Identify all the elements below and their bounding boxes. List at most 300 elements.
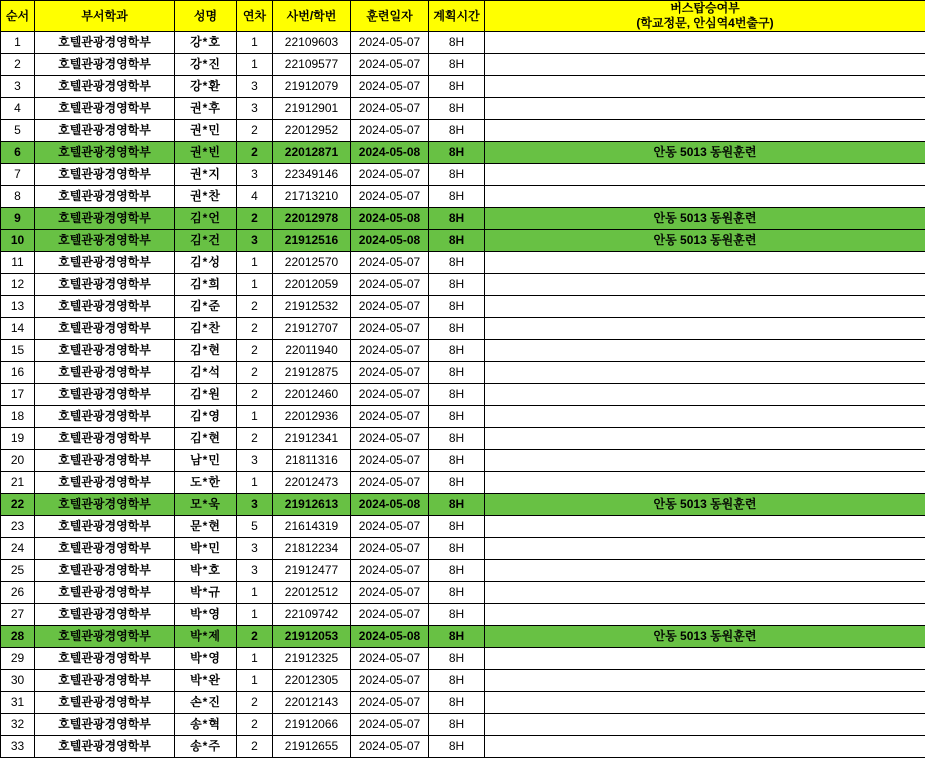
cell-no: 2 xyxy=(1,54,35,76)
cell-name: 권*찬 xyxy=(175,186,237,208)
cell-dept: 호텔관광경영학부 xyxy=(35,604,175,626)
cell-hours: 8H xyxy=(429,230,485,252)
cell-dept: 호텔관광경영학부 xyxy=(35,362,175,384)
cell-year: 2 xyxy=(237,340,273,362)
column-header-bus-line2: (학교정문, 안심역4번출구) xyxy=(485,16,925,31)
cell-bus xyxy=(485,516,925,538)
column-header-no: 순서 xyxy=(1,1,35,32)
table-row xyxy=(1,54,925,76)
cell-date: 2024-05-07 xyxy=(351,164,429,186)
cell-bus: 안동 5013 동원훈련 xyxy=(485,208,925,230)
cell-bus xyxy=(485,32,925,54)
cell-name: 남*민 xyxy=(175,450,237,472)
cell-hours: 8H xyxy=(429,560,485,582)
table-row xyxy=(1,472,925,494)
cell-name: 권*빈 xyxy=(175,142,237,164)
cell-date: 2024-05-07 xyxy=(351,340,429,362)
table-row xyxy=(1,516,925,538)
table-row xyxy=(1,98,925,120)
cell-year: 2 xyxy=(237,736,273,758)
cell-name: 박*민 xyxy=(175,538,237,560)
table-row xyxy=(1,538,925,560)
cell-name: 문*현 xyxy=(175,516,237,538)
cell-no: 25 xyxy=(1,560,35,582)
cell-hours: 8H xyxy=(429,296,485,318)
cell-year: 1 xyxy=(237,472,273,494)
cell-name: 강*호 xyxy=(175,32,237,54)
cell-id: 21912875 xyxy=(273,362,351,384)
cell-bus xyxy=(485,428,925,450)
cell-date: 2024-05-07 xyxy=(351,120,429,142)
cell-date: 2024-05-07 xyxy=(351,252,429,274)
cell-hours: 8H xyxy=(429,120,485,142)
cell-hours: 8H xyxy=(429,736,485,758)
cell-bus xyxy=(485,340,925,362)
cell-id: 21713210 xyxy=(273,186,351,208)
cell-hours: 8H xyxy=(429,428,485,450)
cell-name: 박*완 xyxy=(175,670,237,692)
cell-bus xyxy=(485,648,925,670)
table-row xyxy=(1,142,925,164)
cell-name: 박*영 xyxy=(175,648,237,670)
cell-year: 2 xyxy=(237,384,273,406)
column-header-hours: 계획시간 xyxy=(429,1,485,32)
cell-bus xyxy=(485,406,925,428)
cell-id: 21912901 xyxy=(273,98,351,120)
cell-bus xyxy=(485,362,925,384)
cell-date: 2024-05-07 xyxy=(351,648,429,670)
cell-bus xyxy=(485,670,925,692)
cell-hours: 8H xyxy=(429,626,485,648)
cell-date: 2024-05-07 xyxy=(351,604,429,626)
cell-year: 2 xyxy=(237,626,273,648)
table-row xyxy=(1,406,925,428)
cell-dept: 호텔관광경영학부 xyxy=(35,208,175,230)
cell-year: 2 xyxy=(237,428,273,450)
cell-bus xyxy=(485,736,925,758)
cell-year: 3 xyxy=(237,450,273,472)
cell-no: 1 xyxy=(1,32,35,54)
cell-no: 7 xyxy=(1,164,35,186)
cell-dept: 호텔관광경영학부 xyxy=(35,692,175,714)
cell-date: 2024-05-07 xyxy=(351,560,429,582)
cell-date: 2024-05-07 xyxy=(351,98,429,120)
cell-id: 21812234 xyxy=(273,538,351,560)
cell-name: 권*민 xyxy=(175,120,237,142)
cell-year: 1 xyxy=(237,670,273,692)
cell-dept: 호텔관광경영학부 xyxy=(35,98,175,120)
cell-bus xyxy=(485,472,925,494)
cell-name: 권*지 xyxy=(175,164,237,186)
cell-hours: 8H xyxy=(429,494,485,516)
cell-name: 김*건 xyxy=(175,230,237,252)
cell-bus: 안동 5013 동원훈련 xyxy=(485,230,925,252)
cell-no: 11 xyxy=(1,252,35,274)
cell-bus: 안동 5013 동원훈련 xyxy=(485,142,925,164)
cell-hours: 8H xyxy=(429,648,485,670)
cell-no: 27 xyxy=(1,604,35,626)
cell-name: 권*후 xyxy=(175,98,237,120)
cell-id: 22012305 xyxy=(273,670,351,692)
cell-name: 박*규 xyxy=(175,582,237,604)
cell-date: 2024-05-08 xyxy=(351,142,429,164)
table-row xyxy=(1,296,925,318)
cell-name: 손*진 xyxy=(175,692,237,714)
cell-bus xyxy=(485,120,925,142)
column-header-id: 사번/학번 xyxy=(273,1,351,32)
cell-year: 1 xyxy=(237,32,273,54)
cell-id: 22011940 xyxy=(273,340,351,362)
cell-hours: 8H xyxy=(429,186,485,208)
cell-no: 22 xyxy=(1,494,35,516)
cell-dept: 호텔관광경영학부 xyxy=(35,296,175,318)
table-row xyxy=(1,450,925,472)
cell-bus: 안동 5013 동원훈련 xyxy=(485,626,925,648)
cell-no: 20 xyxy=(1,450,35,472)
cell-year: 1 xyxy=(237,406,273,428)
column-header-bus xyxy=(485,1,925,32)
cell-hours: 8H xyxy=(429,714,485,736)
cell-id: 22109577 xyxy=(273,54,351,76)
cell-year: 3 xyxy=(237,98,273,120)
cell-dept: 호텔관광경영학부 xyxy=(35,230,175,252)
cell-no: 17 xyxy=(1,384,35,406)
cell-no: 24 xyxy=(1,538,35,560)
cell-id: 21912066 xyxy=(273,714,351,736)
table-row xyxy=(1,494,925,516)
table-row xyxy=(1,252,925,274)
cell-name: 강*환 xyxy=(175,76,237,98)
cell-hours: 8H xyxy=(429,604,485,626)
cell-no: 32 xyxy=(1,714,35,736)
cell-name: 김*원 xyxy=(175,384,237,406)
cell-id: 21912707 xyxy=(273,318,351,340)
cell-hours: 8H xyxy=(429,274,485,296)
cell-hours: 8H xyxy=(429,516,485,538)
cell-year: 1 xyxy=(237,582,273,604)
cell-id: 21912655 xyxy=(273,736,351,758)
cell-hours: 8H xyxy=(429,252,485,274)
cell-id: 22012936 xyxy=(273,406,351,428)
cell-name: 김*성 xyxy=(175,252,237,274)
cell-dept: 호텔관광경영학부 xyxy=(35,384,175,406)
cell-no: 16 xyxy=(1,362,35,384)
cell-year: 1 xyxy=(237,54,273,76)
cell-id: 21912532 xyxy=(273,296,351,318)
cell-dept: 호텔관광경영학부 xyxy=(35,32,175,54)
column-header-date: 훈련일자 xyxy=(351,1,429,32)
cell-hours: 8H xyxy=(429,692,485,714)
cell-date: 2024-05-07 xyxy=(351,362,429,384)
cell-date: 2024-05-07 xyxy=(351,54,429,76)
cell-bus xyxy=(485,252,925,274)
cell-date: 2024-05-07 xyxy=(351,186,429,208)
cell-no: 6 xyxy=(1,142,35,164)
cell-bus xyxy=(485,76,925,98)
cell-id: 21912341 xyxy=(273,428,351,450)
cell-dept: 호텔관광경영학부 xyxy=(35,648,175,670)
cell-date: 2024-05-08 xyxy=(351,208,429,230)
cell-hours: 8H xyxy=(429,76,485,98)
cell-bus xyxy=(485,450,925,472)
cell-dept: 호텔관광경영학부 xyxy=(35,714,175,736)
cell-dept: 호텔관광경영학부 xyxy=(35,450,175,472)
cell-date: 2024-05-08 xyxy=(351,626,429,648)
cell-date: 2024-05-07 xyxy=(351,538,429,560)
cell-hours: 8H xyxy=(429,472,485,494)
cell-id: 22012143 xyxy=(273,692,351,714)
table-row xyxy=(1,582,925,604)
cell-hours: 8H xyxy=(429,54,485,76)
cell-hours: 8H xyxy=(429,32,485,54)
cell-bus xyxy=(485,714,925,736)
cell-id: 22012460 xyxy=(273,384,351,406)
table-body xyxy=(1,32,925,758)
cell-name: 박*호 xyxy=(175,560,237,582)
cell-name: 도*한 xyxy=(175,472,237,494)
cell-name: 김*찬 xyxy=(175,318,237,340)
cell-name: 강*진 xyxy=(175,54,237,76)
cell-date: 2024-05-07 xyxy=(351,472,429,494)
cell-hours: 8H xyxy=(429,582,485,604)
cell-dept: 호텔관광경영학부 xyxy=(35,626,175,648)
cell-year: 3 xyxy=(237,538,273,560)
cell-dept: 호텔관광경영학부 xyxy=(35,736,175,758)
cell-bus xyxy=(485,692,925,714)
cell-id: 21912079 xyxy=(273,76,351,98)
cell-bus xyxy=(485,318,925,340)
cell-id: 22012512 xyxy=(273,582,351,604)
cell-no: 21 xyxy=(1,472,35,494)
cell-no: 18 xyxy=(1,406,35,428)
cell-no: 30 xyxy=(1,670,35,692)
cell-year: 2 xyxy=(237,362,273,384)
cell-year: 3 xyxy=(237,494,273,516)
cell-dept: 호텔관광경영학부 xyxy=(35,274,175,296)
cell-dept: 호텔관광경영학부 xyxy=(35,318,175,340)
cell-id: 21614319 xyxy=(273,516,351,538)
table-row xyxy=(1,340,925,362)
cell-id: 21912477 xyxy=(273,560,351,582)
cell-year: 2 xyxy=(237,142,273,164)
cell-year: 3 xyxy=(237,560,273,582)
cell-year: 5 xyxy=(237,516,273,538)
cell-dept: 호텔관광경영학부 xyxy=(35,560,175,582)
cell-hours: 8H xyxy=(429,340,485,362)
table-row xyxy=(1,208,925,230)
cell-no: 14 xyxy=(1,318,35,340)
table-row xyxy=(1,604,925,626)
cell-name: 김*석 xyxy=(175,362,237,384)
cell-year: 2 xyxy=(237,120,273,142)
cell-dept: 호텔관광경영학부 xyxy=(35,120,175,142)
cell-no: 12 xyxy=(1,274,35,296)
table-row xyxy=(1,362,925,384)
cell-year: 1 xyxy=(237,274,273,296)
cell-date: 2024-05-07 xyxy=(351,274,429,296)
cell-name: 김*언 xyxy=(175,208,237,230)
cell-id: 21912613 xyxy=(273,494,351,516)
cell-id: 21912053 xyxy=(273,626,351,648)
cell-bus xyxy=(485,296,925,318)
cell-bus xyxy=(485,560,925,582)
cell-name: 박*제 xyxy=(175,626,237,648)
cell-bus xyxy=(485,186,925,208)
cell-date: 2024-05-07 xyxy=(351,670,429,692)
cell-id: 21912325 xyxy=(273,648,351,670)
cell-no: 15 xyxy=(1,340,35,362)
cell-hours: 8H xyxy=(429,538,485,560)
column-header-bus-line1: 버스탑승여부 xyxy=(485,1,925,16)
cell-year: 1 xyxy=(237,252,273,274)
cell-no: 13 xyxy=(1,296,35,318)
cell-bus xyxy=(485,604,925,626)
cell-year: 2 xyxy=(237,692,273,714)
cell-id: 22012473 xyxy=(273,472,351,494)
cell-date: 2024-05-07 xyxy=(351,428,429,450)
table-row xyxy=(1,714,925,736)
table-row xyxy=(1,230,925,252)
cell-date: 2024-05-07 xyxy=(351,582,429,604)
cell-bus xyxy=(485,274,925,296)
cell-hours: 8H xyxy=(429,450,485,472)
table-row xyxy=(1,274,925,296)
cell-dept: 호텔관광경영학부 xyxy=(35,428,175,450)
cell-dept: 호텔관광경영학부 xyxy=(35,54,175,76)
cell-hours: 8H xyxy=(429,98,485,120)
cell-date: 2024-05-07 xyxy=(351,450,429,472)
cell-year: 2 xyxy=(237,296,273,318)
cell-year: 4 xyxy=(237,186,273,208)
cell-id: 21912516 xyxy=(273,230,351,252)
cell-hours: 8H xyxy=(429,670,485,692)
table-row xyxy=(1,428,925,450)
cell-dept: 호텔관광경영학부 xyxy=(35,406,175,428)
cell-date: 2024-05-07 xyxy=(351,736,429,758)
cell-no: 33 xyxy=(1,736,35,758)
cell-date: 2024-05-07 xyxy=(351,714,429,736)
cell-name: 김*현 xyxy=(175,428,237,450)
cell-dept: 호텔관광경영학부 xyxy=(35,538,175,560)
table-row xyxy=(1,76,925,98)
cell-bus xyxy=(485,384,925,406)
cell-name: 김*준 xyxy=(175,296,237,318)
cell-id: 22109603 xyxy=(273,32,351,54)
cell-year: 2 xyxy=(237,208,273,230)
table-row xyxy=(1,32,925,54)
cell-name: 김*현 xyxy=(175,340,237,362)
cell-no: 8 xyxy=(1,186,35,208)
cell-date: 2024-05-07 xyxy=(351,516,429,538)
cell-no: 10 xyxy=(1,230,35,252)
table-row xyxy=(1,318,925,340)
table-row xyxy=(1,384,925,406)
table-row xyxy=(1,560,925,582)
cell-no: 9 xyxy=(1,208,35,230)
cell-hours: 8H xyxy=(429,318,485,340)
cell-no: 26 xyxy=(1,582,35,604)
cell-hours: 8H xyxy=(429,142,485,164)
cell-date: 2024-05-07 xyxy=(351,296,429,318)
cell-no: 19 xyxy=(1,428,35,450)
cell-year: 3 xyxy=(237,230,273,252)
cell-no: 4 xyxy=(1,98,35,120)
cell-bus xyxy=(485,538,925,560)
column-header-year: 연차 xyxy=(237,1,273,32)
cell-dept: 호텔관광경영학부 xyxy=(35,186,175,208)
cell-bus: 안동 5013 동원훈련 xyxy=(485,494,925,516)
table-row xyxy=(1,670,925,692)
cell-id: 22349146 xyxy=(273,164,351,186)
table-row xyxy=(1,736,925,758)
cell-date: 2024-05-08 xyxy=(351,230,429,252)
cell-dept: 호텔관광경영학부 xyxy=(35,516,175,538)
cell-id: 22012978 xyxy=(273,208,351,230)
cell-date: 2024-05-07 xyxy=(351,406,429,428)
cell-no: 28 xyxy=(1,626,35,648)
cell-hours: 8H xyxy=(429,164,485,186)
cell-id: 22012871 xyxy=(273,142,351,164)
cell-name: 모*욱 xyxy=(175,494,237,516)
cell-id: 21811316 xyxy=(273,450,351,472)
cell-no: 3 xyxy=(1,76,35,98)
cell-bus xyxy=(485,98,925,120)
cell-year: 3 xyxy=(237,76,273,98)
cell-hours: 8H xyxy=(429,362,485,384)
cell-id: 22012952 xyxy=(273,120,351,142)
cell-dept: 호텔관광경영학부 xyxy=(35,76,175,98)
cell-date: 2024-05-07 xyxy=(351,692,429,714)
cell-no: 23 xyxy=(1,516,35,538)
cell-date: 2024-05-07 xyxy=(351,384,429,406)
cell-dept: 호텔관광경영학부 xyxy=(35,582,175,604)
cell-bus xyxy=(485,582,925,604)
table-row xyxy=(1,120,925,142)
cell-name: 송*혁 xyxy=(175,714,237,736)
cell-dept: 호텔관광경영학부 xyxy=(35,472,175,494)
cell-no: 29 xyxy=(1,648,35,670)
cell-id: 22012059 xyxy=(273,274,351,296)
cell-year: 3 xyxy=(237,164,273,186)
table-row xyxy=(1,186,925,208)
cell-name: 김*희 xyxy=(175,274,237,296)
cell-date: 2024-05-08 xyxy=(351,494,429,516)
table-row xyxy=(1,626,925,648)
cell-dept: 호텔관광경영학부 xyxy=(35,252,175,274)
table-row xyxy=(1,692,925,714)
cell-bus xyxy=(485,164,925,186)
cell-year: 1 xyxy=(237,604,273,626)
cell-dept: 호텔관광경영학부 xyxy=(35,494,175,516)
header-row xyxy=(1,1,925,32)
table-row xyxy=(1,164,925,186)
cell-name: 박*영 xyxy=(175,604,237,626)
cell-no: 31 xyxy=(1,692,35,714)
cell-hours: 8H xyxy=(429,406,485,428)
table-header xyxy=(1,1,925,32)
cell-name: 송*주 xyxy=(175,736,237,758)
cell-year: 2 xyxy=(237,318,273,340)
cell-name: 김*영 xyxy=(175,406,237,428)
cell-id: 22109742 xyxy=(273,604,351,626)
cell-dept: 호텔관광경영학부 xyxy=(35,142,175,164)
cell-date: 2024-05-07 xyxy=(351,76,429,98)
cell-id: 22012570 xyxy=(273,252,351,274)
table-row xyxy=(1,648,925,670)
cell-dept: 호텔관광경영학부 xyxy=(35,340,175,362)
cell-no: 5 xyxy=(1,120,35,142)
cell-date: 2024-05-07 xyxy=(351,32,429,54)
